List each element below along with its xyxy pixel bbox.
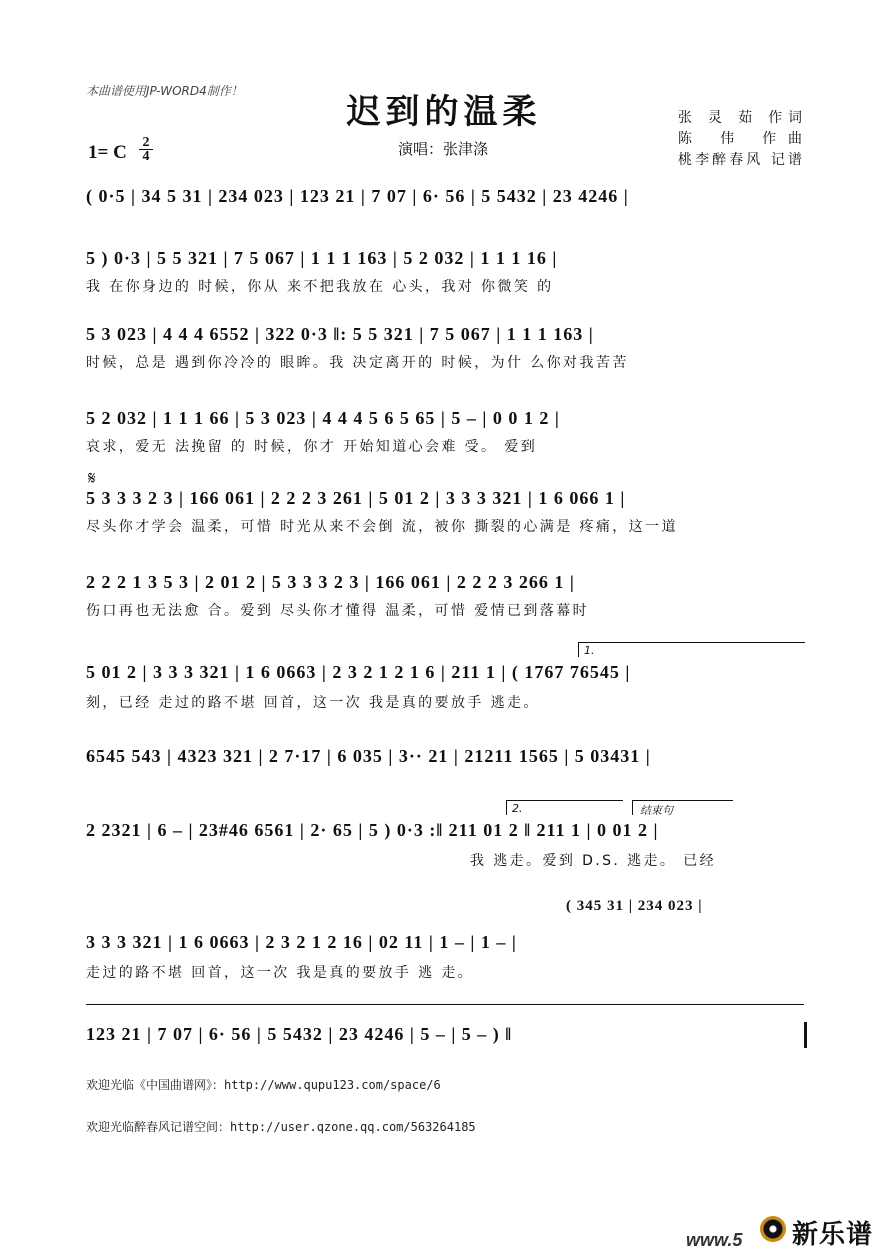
notation-line-6: 2 2 2 1 3 5 3 | 2 01 2 | 5 3 3 3 2 3 | 166 061 | 2 2 2 3 266 1 | — [86, 572, 575, 592]
footer-link-2[interactable]: 欢迎光临醉春风记谱空间：http://user.qzone.qq.com/563264185 — [86, 1120, 476, 1134]
final-barline — [804, 1022, 807, 1048]
time-top: 2 — [139, 136, 153, 150]
watermark-brand: 新乐谱 — [792, 1220, 874, 1250]
authors-block — [678, 108, 802, 171]
notation-line-4: 5 2 032 | 1 1 1 66 | 5 3 023 | 4 4 4 5 6 5 65 | 5 – | 0 0 1 2 | — [86, 408, 560, 428]
notation-line-2: 5 ) 0·3 | 5 5 321 | 7 5 067 | 1 1 1 163 | 5 2 032 | 1 1 1 16 | — [86, 248, 558, 268]
notation-line-10: 3 3 3 321 | 1 6 0663 | 2 3 2 1 2 16 | 02 11 | 1 – | 1 – | — [86, 932, 517, 952]
lyricist: 张 灵 茹 作词 — [678, 110, 802, 126]
volta-label-2: 2. — [512, 802, 523, 815]
software-credit: 本曲谱使用JP-WORD4制作！ — [86, 84, 243, 98]
lyric-line-10: 走过的路不堪 回首，这一次 我是真的要放手 逃 走。 — [86, 965, 475, 981]
lyric-line-9: 我 逃走。爱到 D.S. 逃走。 已经 — [470, 853, 716, 869]
song-title: 迟到的温柔 — [346, 92, 542, 132]
time-signature — [139, 136, 153, 163]
cue-notation: ( 345 31 | 234 023 | — [566, 898, 703, 914]
lyric-line-6: 伤口再也无法愈 合。爱到 尽头你才懂得 温柔，可惜 爱情已到落幕时 — [86, 603, 589, 619]
notation-line-7: 5 01 2 | 3 3 3 321 | 1 6 0663 | 2 3 2 1 2 1 6 | 211 1 | ( 1767 76545 | — [86, 662, 631, 682]
lyric-line-3: 时候，总是 遇到你冷冷的 眼眸。我 决定离开的 时候，为什 么你对我苦苦 — [86, 355, 629, 371]
notation-line-5: 5 3 3 3 2 3 | 166 061 | 2 2 2 3 261 | 5 01 2 | 3 3 3 321 | 1 6 066 1 | — [86, 488, 626, 508]
notation-line-8: 6545 543 | 4323 321 | 2 7·17 | 6 035 | 3·· 21 | 21211 1565 | 5 03431 | — [86, 746, 651, 766]
volta-label-1: 1. — [584, 644, 595, 657]
volta-label-ending: 结束句 — [640, 804, 673, 817]
volta-bracket-1 — [578, 642, 805, 657]
notation-line-1: ( 0·5 | 34 5 31 | 234 023 | 123 21 | 7 07 | 6· 56 | 5 5432 | 23 4246 | — [86, 186, 629, 206]
volta-bracket-2 — [506, 800, 623, 815]
singer: 演唱：张津涤 — [398, 140, 489, 158]
composer: 陈 伟 作曲 — [678, 131, 802, 147]
ending-bracket — [86, 1004, 804, 1019]
lyric-line-4: 哀求，爱无 法挽留 的 时候，你才 开始知道心会难 受。 爱到 — [86, 439, 538, 455]
notation-line-3: 5 3 023 | 4 4 4 6552 | 322 0·3 ‖: 5 5 321 | 7 5 067 | 1 1 1 163 | — [86, 324, 594, 344]
watermark-url: www.5 — [686, 1230, 743, 1250]
footer-link-1[interactable]: 欢迎光临《中国曲谱网》：http://www.qupu123.com/space/6 — [86, 1078, 441, 1092]
record-logo-icon — [760, 1216, 786, 1242]
lyric-line-7: 刻，已经 走过的路不堪 回首，这一次 我是真的要放手 逃走。 — [86, 695, 540, 711]
time-bottom: 4 — [142, 149, 150, 164]
lyric-line-2: 我 在你身边的 时候，你从 来不把我放在 心头，我对 你微笑 的 — [86, 279, 554, 295]
notation-line-9: 2 2321 | 6 – | 23#46 6561 | 2· 65 | 5 ) 0·3 :‖ 211 01 2 ‖ 211 1 | 0 01 2 | — [86, 820, 659, 840]
segno-sign: 𝄋 — [88, 468, 96, 489]
lyric-line-5: 尽头你才学会 温柔，可惜 时光从来不会倒 流，被你 撕裂的心满是 疼痛，这一道 — [86, 519, 678, 535]
notation-line-11: 123 21 | 7 07 | 6· 56 | 5 5432 | 23 4246 | 5 – | 5 – ) ‖ — [86, 1024, 513, 1044]
key-signature: 1= C — [88, 142, 127, 163]
transcriber: 桃李醉春风 记谱 — [678, 152, 802, 168]
